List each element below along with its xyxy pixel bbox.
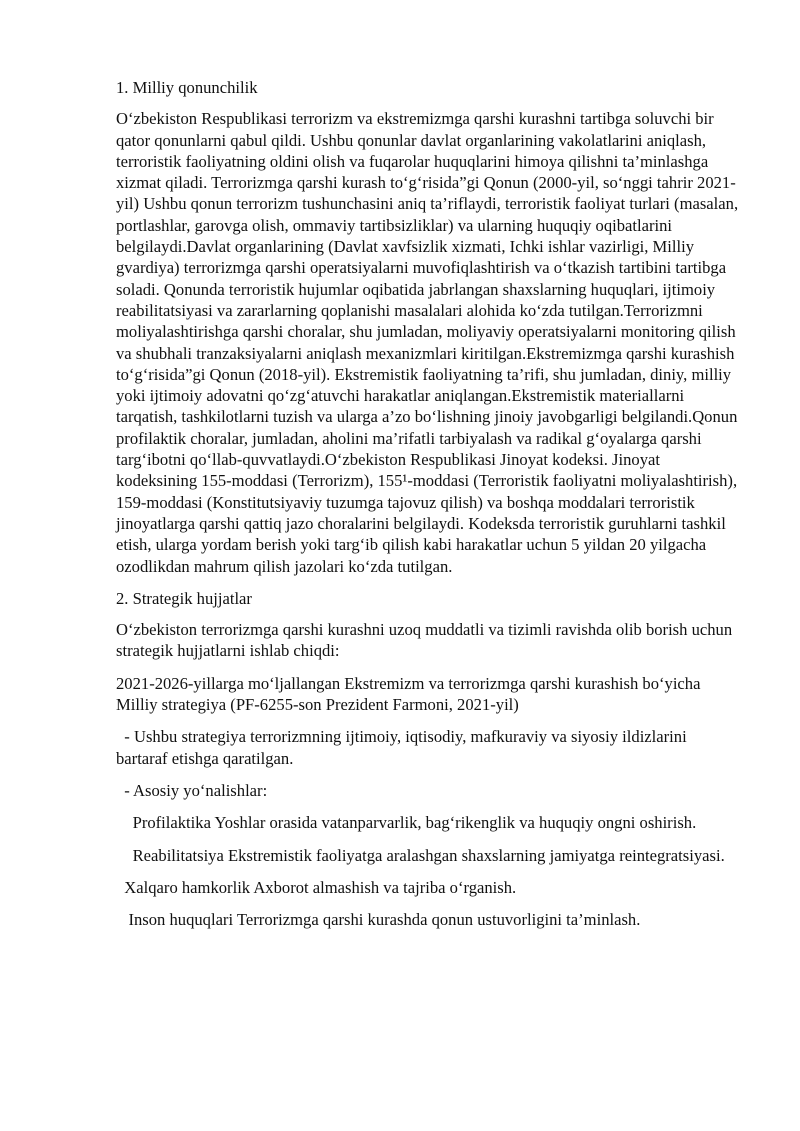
section-2-heading: 2. Strategik hujjatlar [116, 588, 252, 608]
strategy-bullet-directions: - Asosiy yo‘nalishlar: [116, 780, 268, 800]
direction-human-rights: Inson huquqlari Terrorizmga qarshi kurashda qonun ustuvorligini ta’minlash. [116, 910, 641, 930]
direction-prevention: Profilaktika Yoshlar orasida vatanparvarlik, bag‘rikenglik va huquqiy ongni oshirish. [116, 813, 697, 833]
section-1-paragraph: O‘zbekiston Respublikasi terrorizm va ekstremizmga qarshi kurashni tartibga soluvchi bir qator qonunlarni qabul qildi. Ushbu qonunlar davlat organlarining vakolatlarini aniqlash, terroristik faoliyatning oldini olish va fuqarolar huquqlarini himoya qilishni ta’minlashga xizmat qiladi. Terrorizmga qarshi kurash to‘g‘risida”gi Qonun (2000-yil, so‘nggi tahrir 2021-yil) Ushbu qonun terrorizm tushunchasini aniq ta’riflaydi, terroristik faoliyat turlari (masalan, portlashlar, garovga olish, ommaviy tartibsizliklar) va ularning huquqiy oqibatlarini belgilaydi.Davlat organlarining (Davlat xavfsizlik xizmati, Ichki ishlar vazirligi, Milliy gvardiya) terrorizmga qarshi operatsiyalarni muvofiqlashtirish va o‘tkazish tartibini tartibga soladi. Qonunda terroristik hujumlar oqibatida jabrlangan shaxslarning huquqlari, ijtimoiy reabilitatsiyasi va zararlarning qoplanishi masalalari alohida ko‘zda tutilgan.Terrorizmni moliyalashtirishga qarshi choralar, shu jumladan, moliyaviy operatsiyalarni monitoring qilish va shubhali tranzaksiyalarni aniqlash mexanizmlari kiritilgan.Ekstremizmga qarshi kurashish to‘g‘risida”gi Qonun (2018-yil). Ekstremistik faoliyatning ta’rifi, shu jumladan, diniy, milliy yoki ijtimoiy adovatni qo‘zg‘atuvchi harakatlar aniqlangan.Ekstremistik materiallarni tarqatish, tashkilotlarni tuzish va ularga a’zo bo‘lishning jinoiy javobgarligi belgilandi.Qonun profilaktik choralar, jumladan, aholini ma’rifatli tarbiyalash va radikal g‘oyalarga qarshi targ‘ibotni qo‘llab-quvvatlaydi.O‘zbekiston Respublikasi Jinoyat kodeksi. Jinoyat kodeksining 155-moddasi (Terrorizm), 155¹-moddasi (Terroristik faoliyatni moliyalashtirish), 159-moddasi (Konstitutsiyaviy tuzumga tajovuz qilish) va boshqa moddalari terroristik jinoyatlarga qarshi qattiq jazo choralarini belgilaydi. Kodeksda terroristik guruhlarni tashkil etish, ularga yordam berish yoki targ‘ib qilish kabi harakatlar uchun 5 yildan 20 yilgacha ozodlikdan mahrum qilish jazolari ko‘zda tutilgan. [116, 109, 743, 576]
direction-rehabilitation: Reabilitatsiya Ekstremistik faoliyatga aralashgan shaxslarning jamiyatga reintegratsiyasi. [116, 845, 725, 865]
strategy-bullet-purpose: - Ushbu strategiya terrorizmning ijtimoiy, iqtisodiy, mafkuraviy va siyosiy ildizlarini bartaraf etishga qaratilgan. [116, 727, 691, 768]
direction-international-cooperation: Xalqaro hamkorlik Axborot almashish va tajriba o‘rganish. [116, 877, 517, 897]
strategy-title: 2021-2026-yillarga mo‘ljallangan Ekstremizm va terrorizmga qarshi kurashish bo‘yicha Milliy strategiya (PF-6255-son Prezident Farmoni, 2021-yil) [116, 673, 705, 715]
section-2-intro: O‘zbekiston terrorizmga qarshi kurashni uzoq muddatli va tizimli ravishda olib borish uchun strategik hujjatlarni ishlab chiqdi: [116, 620, 737, 661]
section-1-heading: 1. Milliy qonunchilik [116, 78, 258, 97]
document-body [116, 77, 742, 941]
